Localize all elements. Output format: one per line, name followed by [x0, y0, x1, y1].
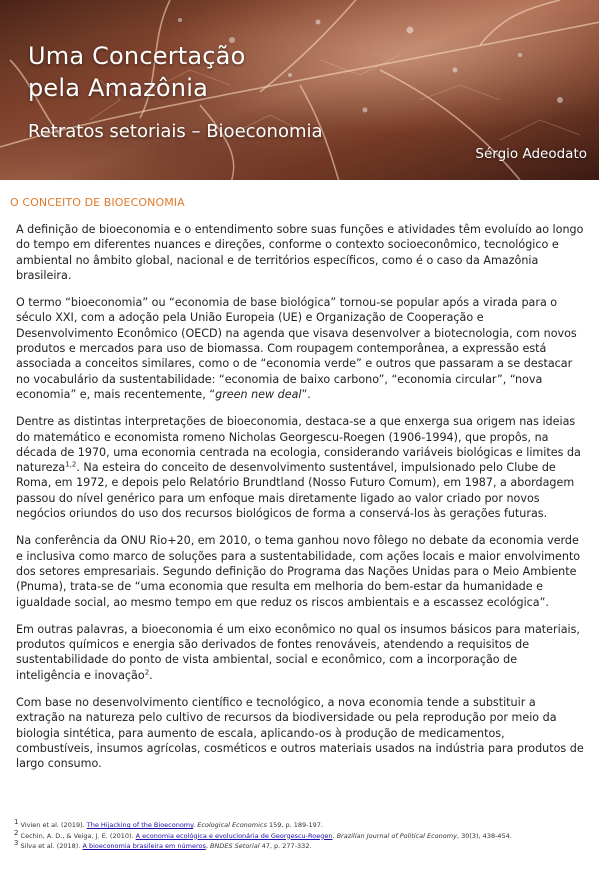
title-line-1: Uma Concertação: [28, 42, 246, 70]
paragraph-3: [16, 414, 584, 521]
footnotes: [14, 817, 589, 852]
paragraph-1-text: A definição de bioeconomia e o entendimento sobre suas funções e atividades têm evoluído ao longo do tempo em diferentes nuances e direções, conforme o contexto socioeconômico, tecnológico e ambiental no âmbito global, nacional e de territórios específicos, como é o caso da Amazônia brasileira.: [16, 223, 584, 282]
paragraph-4-text: Na conferência da ONU Rio+20, em 2010, o tema ganhou novo fôlego no debate da economia verde e inclusiva como marco de soluções para a sustentabilidade, com ações locais e maior envolvimento dos setores empresariais. Segundo definição do Programa das Nações Unidas para o Meio Ambiente (Pnuma), trata-se de “uma economia que resulta em melhoria do bem-estar da humanidade e igualdade social, ao mesmo tempo em que reduz os riscos ambientais e a escassez ecológica”.: [16, 534, 581, 609]
paragraph-6-text: Com base no desenvolvimento científico e tecnológico, a nova economia tende a substituir a extração na natureza pelo cultivo de recursos da biodiversidade ou pela reprodução por meio da biologia sintética, para aumento de escala, aplicando-os à produção de medicamentos, combustíveis, insumos agrícolas, cosméticos e outros materiais usados na indústria para produtos de largo consumo.: [16, 696, 584, 771]
paragraph-4: [16, 533, 584, 609]
paragraph-1: [16, 222, 584, 283]
page-subtitle: Retratos setoriais – Bioeconomia: [28, 121, 323, 142]
footnote-item: $^2$ Cechin, A. D., & Veiga, J. E. (2010). A economia ecológica e evolucionária de Georgescu-Roegen. Brazilian Journal of Political Economy, 30(3), 438-454.: [14, 828, 512, 840]
paragraph-6: [16, 695, 584, 771]
paragraph-3-text: Dentre as distintas interpretações de bioeconomia, destaca-se a que enxerga sua origem nas ideias do matemático e economista romeno Nicholas Georgescu-Roegen (1906-1994), que propôs, na década de 1970, uma economia centrada na ecologia, considerando variáveis biológicas e limites da natureza: [16, 415, 581, 475]
footnote-ref-1-2[interactable]: 1,2: [65, 460, 77, 469]
header-banner: [0, 0, 599, 180]
section-heading: O CONCEITO DE BIOECONOMIA: [10, 196, 185, 209]
paragraph-2-end: ”.: [301, 387, 311, 401]
article-body: [16, 222, 584, 784]
paragraph-2: [16, 295, 584, 402]
paragraph-5-text: Em outras palavras, a bioeconomia é um eixo econômico no qual os insumos básicos para materiais, produtos químicos e energia são derivados de fontes renováveis, atendendo a requisitos de sustentabilidade do ponto de vista ambiental, social e econômico, com a incorporação de inteligência e inovação: [16, 622, 580, 682]
paragraph-2-italic: green new deal: [215, 387, 302, 401]
footnote-pages: , 30(3), 438-454.: [456, 831, 512, 840]
paragraph-3-end: . Na esteira do conceito de desenvolvimento sustentável, impulsionado pelo Clube de Roma, em 1972, e depois pelo Relatório Brundtland (Nosso Futuro Comum), em 1987, a abordagem passou do nível genérico para um enfoque mais diretamente ligado ao valor criado por novos negócios oriundos do uso dos recursos biológicos de forma a conservá-los às gerações futuras.: [16, 461, 575, 521]
footnote-item: $^3$ Silva et al. (2018). A bioeconomia brasileira em números, BNDES Setorial 47, p. 277-332.: [14, 838, 312, 850]
author-name: Sérgio Adeodato: [475, 146, 587, 162]
footnote-link[interactable]: A bioeconomia brasileira em números: [82, 842, 206, 850]
title-line-2: pela Amazônia: [28, 74, 208, 102]
footnote-authors: Cechin, A. D., & Veiga, J. E. (2010).: [18, 831, 136, 840]
footnote-journal: BNDES Setorial: [210, 842, 260, 850]
paragraph-5-end: .: [149, 668, 153, 682]
page-title: [28, 40, 245, 104]
footnote-pages: 47, p. 277-332.: [259, 842, 312, 850]
footnote-authors: Vivien et al. (2019).: [18, 821, 87, 829]
footnote-item: $^1$ Vivien et al. (2019). The Hijacking of the Bioeconomy. Ecological Economics 159, p. 189-197.: [14, 817, 323, 829]
footnote-link[interactable]: The Hijacking of the Bioeconomy: [86, 821, 194, 829]
footnote-number: 3: [14, 838, 19, 847]
footnote-ref-2[interactable]: 2: [144, 668, 150, 676]
paragraph-2-text: O termo “bioeconomia” ou “economia de base biológica” tornou-se popular após a virada para o século XXI, com a adoção pela União Europeia (UE) e Organização de Cooperação e Desenvolvimento Econômico (OECD) na agenda que visava desenvolver a biotecnologia, com novos produtos e mercados para uso de biomassa. Com roupagem contemporânea, a expressão está associada a conceitos similares, como o de “economia verde” e outros que passaram a se destacar no vocabulário da sustentabilidade: “economia de baixo carbono”, “economia circular”, “nova economia” e, mais recentemente, “: [16, 296, 577, 401]
footnote-link[interactable]: A economia ecológica e evolucionária de Georgescu-Roegen: [135, 831, 333, 840]
footnote-authors: Silva et al. (2018).: [18, 842, 83, 850]
footnote-pages: 159, p. 189-197.: [266, 821, 323, 829]
paragraph-5: [16, 622, 584, 683]
footnote-journal: Brazilian Journal of Political Economy: [336, 831, 457, 840]
footnote-number: 2: [14, 828, 19, 837]
footnote-journal: Ecological Economics: [197, 821, 267, 829]
footnote-number: 1: [14, 817, 19, 826]
